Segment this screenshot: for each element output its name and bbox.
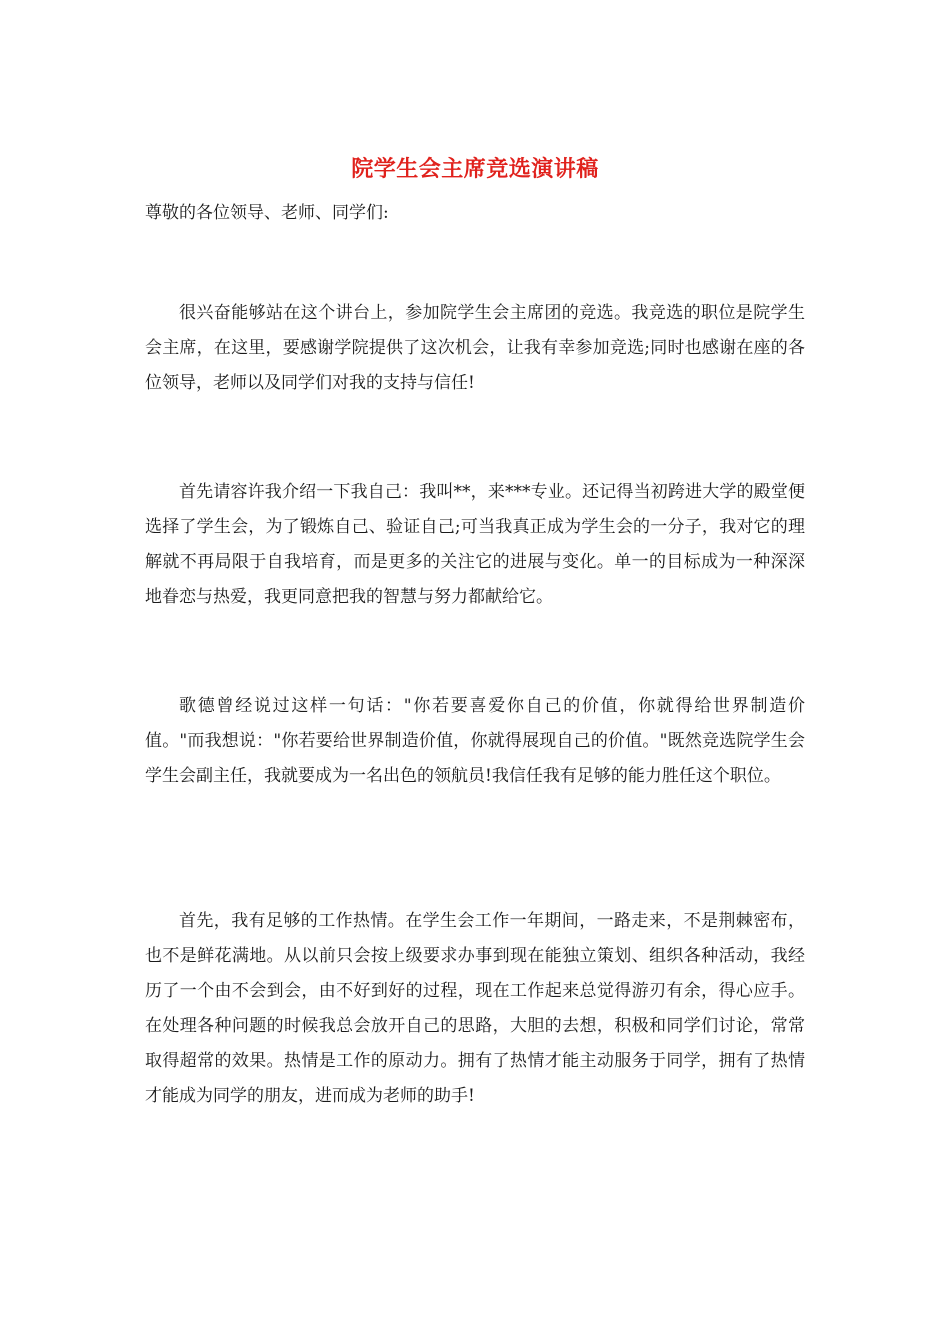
paragraph-intro: 很兴奋能够站在这个讲台上，参加院学生会主席团的竞选。我竞选的职位是院学生会主席，在这里，要感谢学院提供了这次机会，让我有幸参加竞选;同时也感谢在座的各位领导，老师以及同学们对我的支持与信任! (145, 303, 805, 393)
paragraph-self-introduction: 首先请容许我介绍一下我自己：我叫**，来***专业。还记得当初跨进大学的殿堂便选择了学生会，为了锻炼自己、验证自己;可当我真正成为学生会的一分子，我对它的理解就不再局限于自我培育，而是更多的关注它的进展与变化。单一的目标成为一种深深地眷恋与热爱，我更同意把我的智慧与努力都献给它。 (145, 482, 805, 607)
paragraph-work-enthusiasm: 首先，我有足够的工作热情。在学生会工作一年期间，一路走来，不是荆棘密布，也不是鲜花满地。从以前只会按上级要求办事到现在能独立策划、组织各种活动，我经历了一个由不会到会，由不好到好的过程，现在工作起来总觉得游刃有余，得心应手。在处理各种问题的时候我总会放开自己的思路，大胆的去想，积极和同学们讨论，常常取得超常的效果。热情是工作的原动力。拥有了热情才能主动服务于同学，拥有了热情才能成为同学的朋友，进而成为老师的助手! (145, 911, 805, 1106)
salutation: 尊敬的各位领导、老师、同学们: (145, 203, 389, 223)
paragraph-goethe-quote: 歌德曾经说过这样一句话："你若要喜爱你自己的价值，你就得给世界制造价值。"而我想说："你若要给世界制造价值，你就得展现自己的价值。"既然竞选院学生会学生会副主任，我就要成为一名出色的领航员!我信任我有足够的能力胜任这个职位。 (145, 696, 805, 786)
document-title: 院学生会主席竞选演讲稿 (351, 156, 599, 182)
